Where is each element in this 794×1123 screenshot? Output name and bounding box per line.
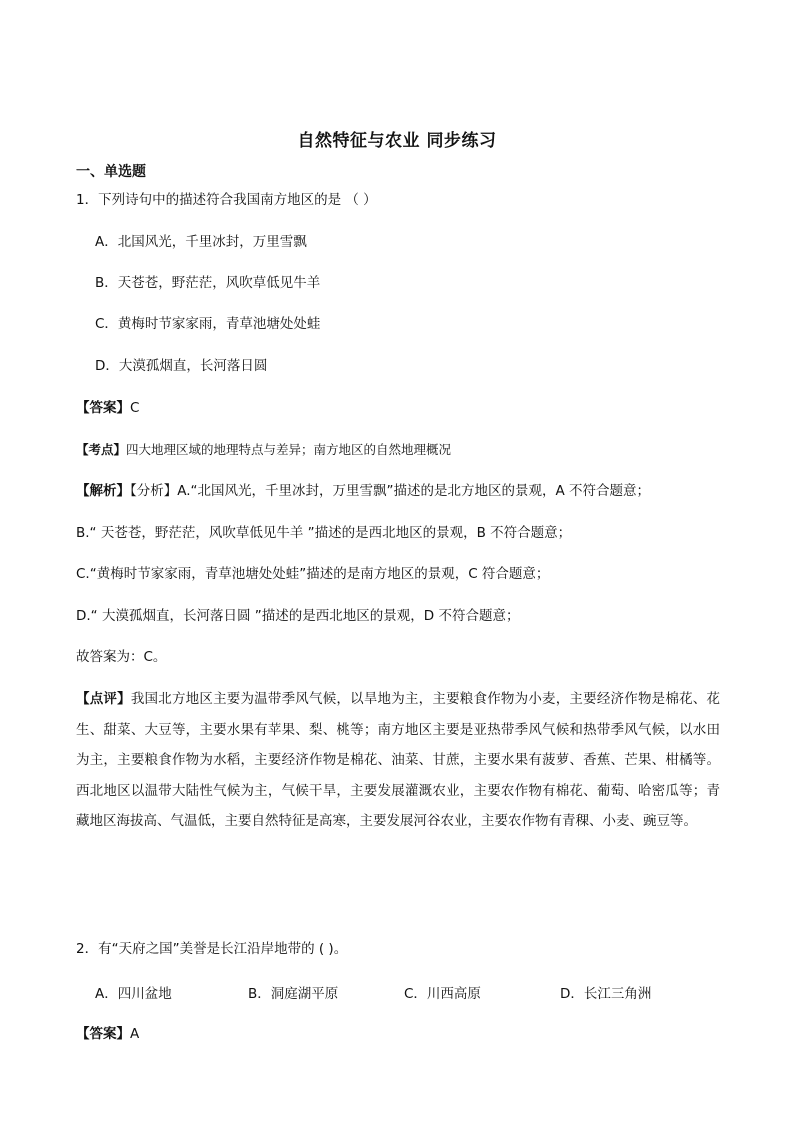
answer-value: C [130, 400, 140, 416]
jiexi-label: 【解析】 [76, 483, 130, 499]
kaodian-text: 四大地理区域的地理特点与差异；南方地区的自然地理概况 [126, 442, 452, 457]
jiexi-text: 【分析】A.“北国风光，千里冰封，万里雪飘”描述的是北方地区的景观，A 不符合题意； [130, 483, 651, 499]
question-1-answer [76, 399, 139, 417]
kaodian-label: 【考点】 [76, 442, 127, 457]
dianping-label: 【点评】 [76, 691, 131, 707]
question-2-options [95, 982, 715, 1000]
question-2-option-c: C．川西高原 [404, 986, 481, 1002]
question-1-dianping [76, 684, 720, 837]
question-1-jiexi-line-5: 故答案为：C。 [76, 649, 167, 665]
answer-value: A [130, 1026, 140, 1042]
question-1-option-b: B．天苍苍，野茫茫，风吹草低见牛羊 [95, 275, 321, 291]
question-1-jiexi-line-3: C.“黄梅时节家家雨，青草池塘处处蛙”描述的是南方地区的景观，C 符合题意； [76, 566, 550, 582]
question-2-option-a: A．四川盆地 [95, 986, 172, 1002]
question-1-option-a: A．北国风光，千里冰封，万里雪飘 [95, 234, 307, 250]
dianping-text: 我国北方地区主要为温带季风气候，以旱地为主，主要粮食作物为小麦，主要经济作物是棉花、花生、甜菜、大豆等，主要水果有苹果、梨、桃等；南方地区主要是亚热带季风气候和热带季风气候，以水田为主，主要粮食作物为水稻，主要经济作物是棉花、油菜、甘蔗，主要水果有菠萝、香蕉、芒果、柑橘等。西北地区以温带大陆性气候为主，气候干旱，主要发展灌溉农业，主要农作物有棉花、葡萄、哈密瓜等；青藏地区海拔高、气温低，主要自然特征是高寒，主要发展河谷农业，主要农作物有青稞、小麦、豌豆等。 [76, 691, 721, 829]
question-1-option-c: C．黄梅时节家家雨，青草池塘处处蛙 [95, 316, 321, 332]
question-1-jiexi-line-4: D.“ 大漠孤烟直，长河落日圆 ”描述的是西北地区的景观，D 不符合题意； [76, 608, 520, 624]
section-heading: 一、单选题 [76, 164, 146, 180]
question-2-option-d: D．长江三角洲 [560, 986, 652, 1002]
question-1-stem: 1．下列诗句中的描述符合我国南方地区的是 （ ） [76, 192, 377, 208]
question-1-jiexi-line-2: B.“ 天苍苍，野茫茫，风吹草低见牛羊 ”描述的是西北地区的景观，B 不符合题意； [76, 525, 572, 541]
answer-label: 【答案】 [76, 1026, 130, 1042]
question-2-option-b: B．洞庭湖平原 [248, 986, 339, 1002]
question-2-answer [76, 1025, 139, 1043]
question-1-option-d: D．大漠孤烟直，长河落日圆 [95, 358, 268, 374]
question-1-kaodian [76, 441, 451, 459]
answer-label: 【答案】 [76, 400, 130, 416]
question-2-stem: 2．有“天府之国”美誉是长江沿岸地带的 ( )。 [76, 941, 348, 957]
question-1-jiexi-line-1 [76, 482, 650, 500]
document-title: 自然特征与农业 同步练习 [297, 131, 497, 151]
